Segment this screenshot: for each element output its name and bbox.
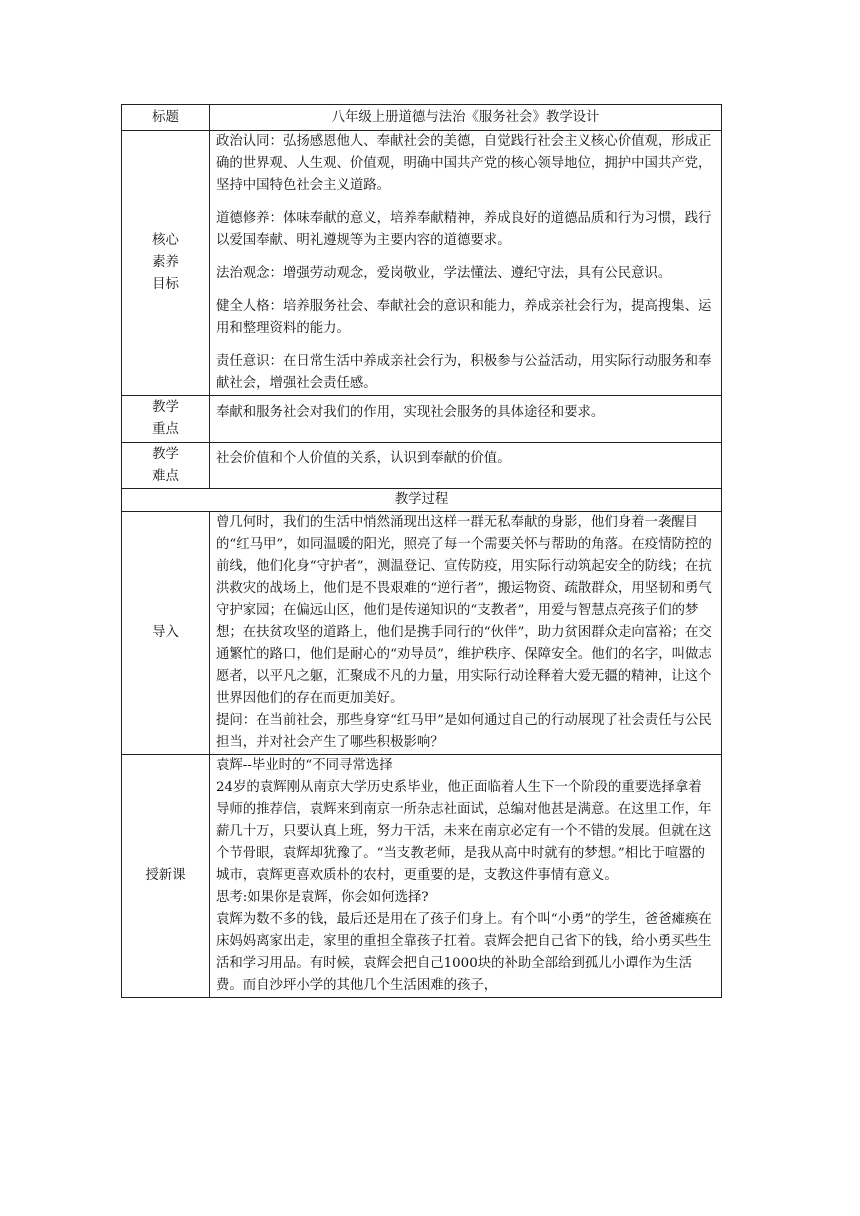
goal-responsibility: 责任意识：在日常生活中养成亲社会行为，积极参与公益活动，用实际行动服务和奉献社会，增强社会责任感。 <box>216 354 712 391</box>
core-goals-label-line: 核心 <box>152 233 179 248</box>
difficult-point-text: 社会价值和个人价值的关系，认识到奉献的价值。 <box>210 443 722 489</box>
core-goals-row <box>122 131 722 396</box>
intro-label: 导入 <box>122 512 210 755</box>
case-story: 24岁的袁辉刚从南京大学历史系毕业，他正面临着人生下一个阶段的重要选择拿着导师的推荐信，袁辉来到南京一所杂志社面试，总编对他甚是满意。在这里工作，年薪几十万，只要认真上班，努力干活，未来在南京必定有一个不错的发展。但就在这个节骨眼，袁辉却犹豫了。“当支教老师，是我从高中时就有的梦想。”相比于喧嚣的城市，袁辉更喜欢质朴的农村，更重要的是，支教这件事情有意义。 <box>216 780 712 883</box>
key-point-label-line: 教学 <box>152 400 179 415</box>
new-lesson-row <box>122 755 722 998</box>
intro-row <box>122 512 722 755</box>
core-goals-label-line: 素养 <box>152 255 179 270</box>
title-row <box>122 105 722 131</box>
key-point-row <box>122 396 722 443</box>
difficult-point-label-line: 难点 <box>152 468 179 484</box>
process-header-row <box>122 489 722 512</box>
intro-paragraph: 曾几何时，我们的生活中悄然涌现出这样一群无私奉献的身影，他们身着一袭醒目的“红马甲”，如同温暖的阳光，照亮了每一个需要关怀与帮助的角落。在疫情防控的前线，他们化身“守护者”，测温登记、宣传防疫，用实际行动筑起安全的防线；在抗洪救灾的战场上，他们是不畏艰难的“逆行者”，搬运物资、疏散群众，用坚韧和勇气守护家园；在偏远山区，他们是传递知识的“支教者”，用爱与智慧点亮孩子们的梦想；在扶贫攻坚的道路上，他们是携手同行的“伙伴”，助力贫困群众走向富裕；在交通繁忙的路口，他们是耐心的“劝导员”，维护秩序、保障安全。他们的名字，叫做志愿者，以平凡之躯，汇聚成不凡的力量，用实际行动诠释着大爱无疆的精神，让这个世界因他们的存在而更加美好。 <box>216 515 712 706</box>
core-goals-label-line: 目标 <box>152 277 179 292</box>
title-value: 八年级上册道德与法治《服务社会》教学设计 <box>210 105 722 131</box>
title-label: 标题 <box>122 105 210 131</box>
lesson-plan-table <box>121 104 722 998</box>
difficult-point-label <box>122 443 210 489</box>
new-lesson-label: 授新课 <box>122 755 210 998</box>
intro-question: 提问：在当前社会，那些身穿“红马甲”是如何通过自己的行动展现了社会责任与公民担当，并对社会产生了哪些积极影响？ <box>216 713 712 750</box>
process-header: 教学过程 <box>122 489 722 512</box>
core-goals-label <box>122 131 210 396</box>
goal-political: 政治认同：弘扬感恩他人、奉献社会的美德，自觉践行社会主义核心价值观，形成正确的世界观、人生观、价值观，明确中国共产党的核心领导地位，拥护中国共产党，坚持中国特色社会主义道路。 <box>216 134 712 193</box>
goal-personality: 健全人格：培养服务社会、奉献社会的意识和能力，养成亲社会行为，提高搜集、运用和整理资料的能力。 <box>216 299 712 336</box>
intro-content <box>210 512 722 755</box>
goal-law: 法治观念：增强劳动观念，爱岗敬业，学法懂法、遵纪守法，具有公民意识。 <box>216 266 672 281</box>
core-goals-content <box>210 131 722 396</box>
case-story-continued: 袁辉为数不多的钱，最后还是用在了孩子们身上。有个叫“小勇”的学生，爸爸瘫痪在床妈妈离家出走，家里的重担全靠孩子扛着。袁辉会把自己省下的钱，给小勇买些生活和学习用品。有时候，袁辉会把自己1000块的补助全部给到孤儿小谭作为生活费。而自沙坪小学的其他几个生活困难的孩子， <box>216 912 712 993</box>
case-question: 思考:如果你是袁辉，你会如何选择? <box>216 890 429 905</box>
key-point-label <box>122 396 210 443</box>
key-point-label-line: 重点 <box>152 422 179 437</box>
goal-moral: 道德修养：体味奉献的意义，培养奉献精神，养成良好的道德品质和行为习惯，践行以爱国奉献、明礼遵规等为主要内容的道德要求。 <box>216 211 712 248</box>
difficult-point-row <box>122 443 722 489</box>
key-point-text: 奉献和服务社会对我们的作用，实现社会服务的具体途径和要求。 <box>210 396 722 443</box>
new-lesson-content <box>210 755 722 998</box>
case-title: 袁辉--毕业时的“不同寻常选择 <box>216 758 393 773</box>
difficult-point-label-line: 教学 <box>152 446 179 462</box>
